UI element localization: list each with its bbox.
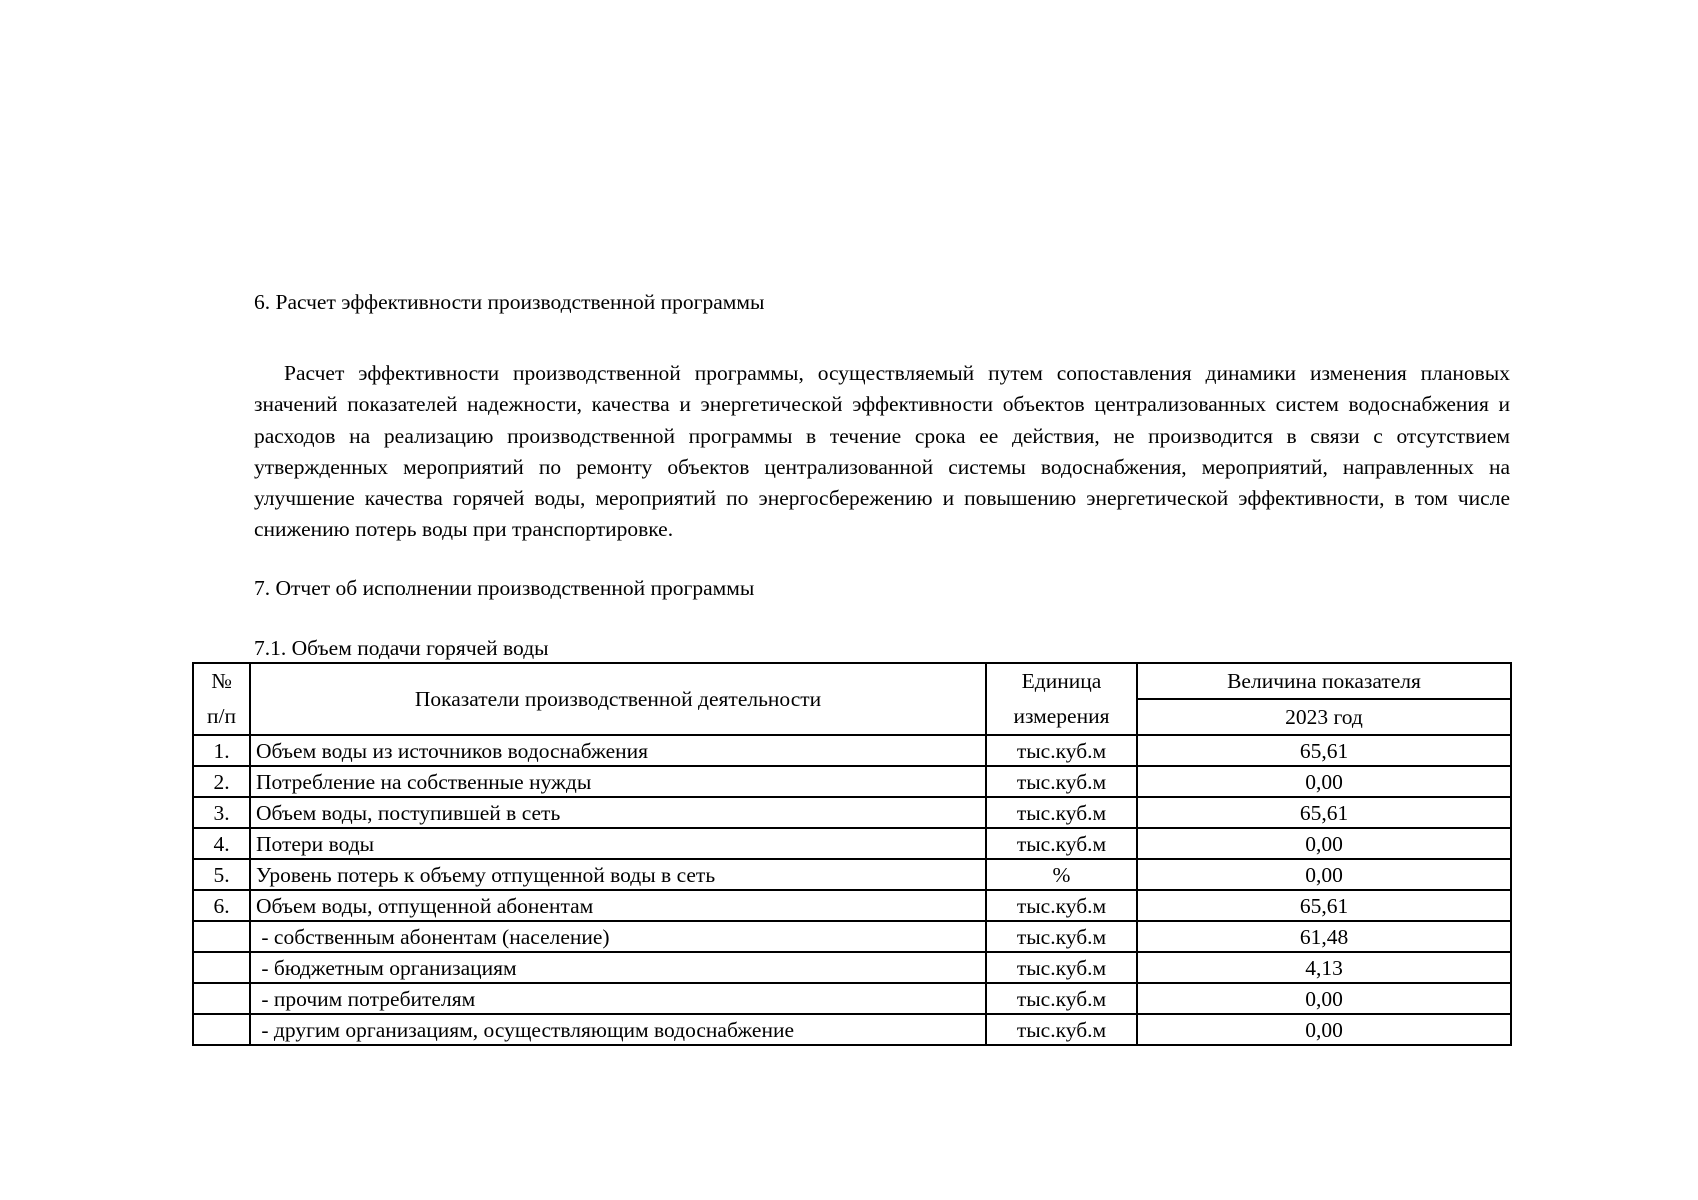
table-row	[193, 828, 1511, 859]
row-unit-cell: тыс.куб.м	[986, 828, 1137, 859]
table-row	[193, 952, 1511, 983]
header-value-cell	[1137, 663, 1511, 699]
row-unit-cell: тыс.куб.м	[986, 1014, 1137, 1045]
row-unit-cell: %	[986, 859, 1137, 890]
row-indicator-cell: - прочим потребителям	[250, 983, 986, 1014]
header-indicator-cell	[250, 663, 986, 735]
row-unit-cell: тыс.куб.м	[986, 735, 1137, 766]
row-indicator-cell: - собственным абонентам (население)	[250, 921, 986, 952]
row-value-cell: 61,48	[1137, 921, 1511, 952]
row-number-cell: 3.	[193, 797, 250, 828]
row-unit-cell: тыс.куб.м	[986, 797, 1137, 828]
header-unit-cell	[986, 663, 1137, 735]
row-value-cell: 0,00	[1137, 983, 1511, 1014]
section-6-heading: 6. Расчет эффективности производственной программы	[254, 290, 765, 314]
row-number-cell	[193, 921, 250, 952]
table-row	[193, 797, 1511, 828]
header-indicator-label: Показатели производственной деятельности	[414, 687, 822, 711]
row-value-cell: 65,61	[1137, 890, 1511, 921]
table-row	[193, 890, 1511, 921]
row-number-cell	[193, 1014, 250, 1045]
table-row	[193, 859, 1511, 890]
section-6-paragraph: Расчет эффективности производственной программы, осуществляемый путем сопоставления динамики изменения плановых значений показателей надежности, качества и энергетической эффективности объектов централизованных систем водоснабжения и расходов на реализацию производственной программы в течение срока ее действия, не производится в связи с отсутствием утвержденных мероприятий по ремонту объектов централизованной системы водоснабжения, мероприятий, направленных на улучшение качества горячей воды, мероприятий по энергосбережению и повышению энергетической эффективности, в том числе снижению потерь воды при транспортировке.	[254, 361, 1510, 542]
row-number-cell: 1.	[193, 735, 250, 766]
header-no-cell	[193, 663, 250, 735]
table-row	[193, 735, 1511, 766]
row-unit-cell: тыс.куб.м	[986, 766, 1137, 797]
row-value-cell: 65,61	[1137, 735, 1511, 766]
table-row	[193, 1014, 1511, 1045]
header-unit-line2: измерения	[1013, 704, 1110, 728]
section-7-heading: 7. Отчет об исполнении производственной программы	[254, 576, 755, 600]
table-row	[193, 983, 1511, 1014]
row-unit-cell: тыс.куб.м	[986, 921, 1137, 952]
row-indicator-cell: Потребление на собственные нужды	[250, 766, 986, 797]
header-year-cell	[1137, 699, 1511, 735]
row-value-cell: 0,00	[1137, 859, 1511, 890]
header-no-line2: п/п	[207, 704, 236, 728]
row-unit-cell: тыс.куб.м	[986, 890, 1137, 921]
row-number-cell: 4.	[193, 828, 250, 859]
hot-water-supply-table	[192, 662, 1512, 1046]
row-value-cell: 0,00	[1137, 1014, 1511, 1045]
row-unit-cell: тыс.куб.м	[986, 983, 1137, 1014]
row-indicator-cell: Потери воды	[250, 828, 986, 859]
row-indicator-cell: Объем воды из источников водоснабжения	[250, 735, 986, 766]
row-number-cell: 6.	[193, 890, 250, 921]
header-no-line1: №	[211, 669, 232, 693]
row-number-cell	[193, 983, 250, 1014]
row-number-cell: 5.	[193, 859, 250, 890]
row-indicator-cell: - бюджетным организациям	[250, 952, 986, 983]
row-value-cell: 4,13	[1137, 952, 1511, 983]
table-row	[193, 766, 1511, 797]
row-indicator-cell: - другим организациям, осуществляющим водоснабжение	[250, 1014, 986, 1045]
row-value-cell: 65,61	[1137, 797, 1511, 828]
header-value-label: Величина показателя	[1227, 669, 1421, 693]
row-indicator-cell: Объем воды, поступившей в сеть	[250, 797, 986, 828]
row-number-cell	[193, 952, 250, 983]
row-number-cell: 2.	[193, 766, 250, 797]
row-value-cell: 0,00	[1137, 828, 1511, 859]
row-value-cell: 0,00	[1137, 766, 1511, 797]
table-header-row-1	[193, 663, 1511, 699]
table-row	[193, 921, 1511, 952]
header-unit-line1: Единица	[1021, 669, 1102, 693]
row-indicator-cell: Объем воды, отпущенной абонентам	[250, 890, 986, 921]
header-year-label: 2023 год	[1285, 705, 1363, 729]
row-indicator-cell: Уровень потерь к объему отпущенной воды в сеть	[250, 859, 986, 890]
row-unit-cell: тыс.куб.м	[986, 952, 1137, 983]
section-7-1-heading: 7.1. Объем подачи горячей воды	[254, 636, 549, 660]
